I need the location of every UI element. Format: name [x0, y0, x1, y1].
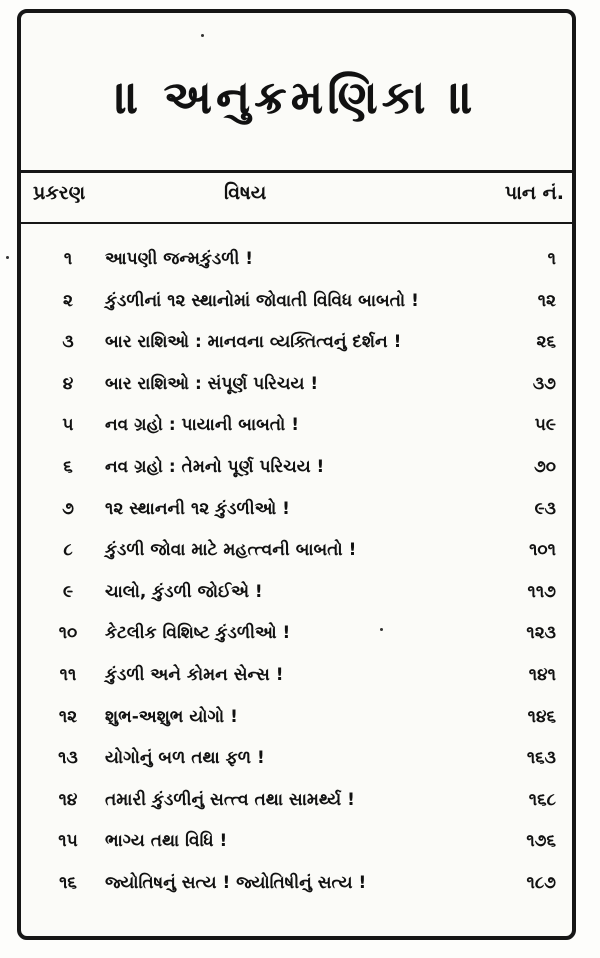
chapter-subject: કુંડળી અને કોમન સેન્સ !	[105, 664, 284, 685]
chapter-number: ૧૩	[58, 748, 78, 769]
toc-list	[21, 241, 572, 907]
chapter-subject: કેટલીક વિશિષ્ટ કુંડળીઓ !	[105, 623, 291, 644]
chapter-number: ૫	[62, 415, 74, 436]
chapter-subject: ભાગ્ય તથા વિધિ !	[105, 831, 228, 852]
chapter-number: ૧૦	[58, 623, 78, 644]
chapter-page: ૧૨	[537, 290, 556, 311]
page-frame	[17, 9, 576, 940]
toc-row	[21, 283, 572, 325]
toc-row	[21, 324, 572, 366]
toc-row	[21, 574, 572, 616]
chapter-number: ૧૨	[58, 706, 78, 727]
chapter-number: ૩	[62, 332, 74, 353]
chapter-number: ૧૬	[59, 872, 77, 893]
chapter-page: ૭૦	[533, 456, 556, 477]
chapter-subject: બાર રાશિઓ : સંપૂર્ણ પરિચય !	[105, 373, 319, 394]
header-page: પાન નં.	[504, 182, 564, 204]
chapter-page: ૧	[547, 249, 556, 269]
chapter-subject: આપણી જન્મકુંડળી !	[105, 249, 253, 269]
chapter-subject: નવ ગ્રહો : પાયાની બાબતો !	[105, 415, 299, 436]
chapter-subject: ૧૨ સ્થાનની ૧૨ કુંડળીઓ !	[105, 498, 290, 519]
chapter-page: ૨૬	[536, 332, 556, 353]
chapter-number: ૨	[63, 290, 73, 311]
chapter-number: ૧૪	[58, 789, 78, 810]
chapter-subject: કુંડળીનાં ૧૨ સ્થાનોમાં જોવાતી વિવિધ બાબતો !	[105, 290, 419, 311]
toc-row	[21, 449, 572, 491]
toc-row	[21, 532, 572, 574]
chapter-number: ૧૧	[59, 664, 77, 685]
toc-row	[21, 407, 572, 449]
chapter-number: ૯	[62, 581, 74, 602]
toc-row	[21, 782, 572, 824]
toc-row	[21, 823, 572, 865]
chapter-page: ૯૩	[534, 498, 556, 519]
chapter-number: ૧૫	[58, 831, 78, 852]
chapter-page: ૧૭૬	[526, 831, 556, 852]
print-speck	[201, 34, 204, 37]
chapter-page: ૧૬૩	[526, 748, 556, 769]
toc-row	[21, 657, 572, 699]
chapter-subject: કુંડળી જોવા માટે મહત્ત્વની બાબતો !	[105, 540, 357, 561]
chapter-page: ૩૭	[532, 373, 556, 394]
chapter-number: ૭	[62, 498, 74, 519]
header-chapter: પ્રકરણ	[33, 182, 86, 204]
chapter-page: ૧૪૧	[528, 664, 556, 685]
chapter-page: ૧૮૭	[526, 872, 556, 893]
toc-row	[21, 615, 572, 657]
chapter-page: ૧૪૬	[527, 706, 556, 727]
chapter-subject: તમારી કુંડળીનું સત્ત્વ તથા સામર્થ્ય !	[105, 789, 355, 810]
chapter-page: ૧૦૧	[529, 540, 556, 561]
chapter-page: ૧૧૭	[527, 581, 556, 602]
chapter-subject: શુભ-અશુભ યોગો !	[105, 706, 238, 727]
print-speck	[6, 256, 9, 259]
chapter-subject: નવ ગ્રહો : તેમનો પૂર્ણ પરિચય !	[105, 456, 325, 477]
chapter-page: ૧૬૮	[528, 789, 556, 810]
toc-row	[21, 699, 572, 741]
toc-row	[21, 366, 572, 408]
chapter-subject: ચાલો, કુંડળી જોઈએ !	[105, 581, 263, 602]
title-box	[21, 13, 572, 173]
header-subject: વિષય	[224, 182, 267, 204]
chapter-number: ૮	[63, 540, 73, 561]
chapter-subject: યોગોનું બળ તથા ફળ !	[105, 748, 265, 769]
table-header	[21, 170, 572, 224]
toc-row	[21, 865, 572, 907]
page-title: ॥ અનુક્રમણિકા ॥	[115, 69, 478, 124]
toc-row	[21, 241, 572, 283]
chapter-page: ૧૨૩	[526, 623, 556, 644]
chapter-subject: જ્યોતિષનું સત્ય ! જ્યોતિષીનું સત્ય !	[105, 872, 367, 893]
toc-row	[21, 740, 572, 782]
chapter-page: ૫૯	[534, 415, 556, 436]
chapter-number: ૪	[62, 373, 74, 394]
print-speck	[380, 628, 383, 631]
chapter-number: ૧	[63, 249, 73, 269]
chapter-number: ૬	[63, 456, 73, 477]
toc-row	[21, 491, 572, 533]
chapter-subject: બાર રાશિઓ : માનવના વ્યક્તિત્વનું દર્શન !	[105, 332, 402, 353]
